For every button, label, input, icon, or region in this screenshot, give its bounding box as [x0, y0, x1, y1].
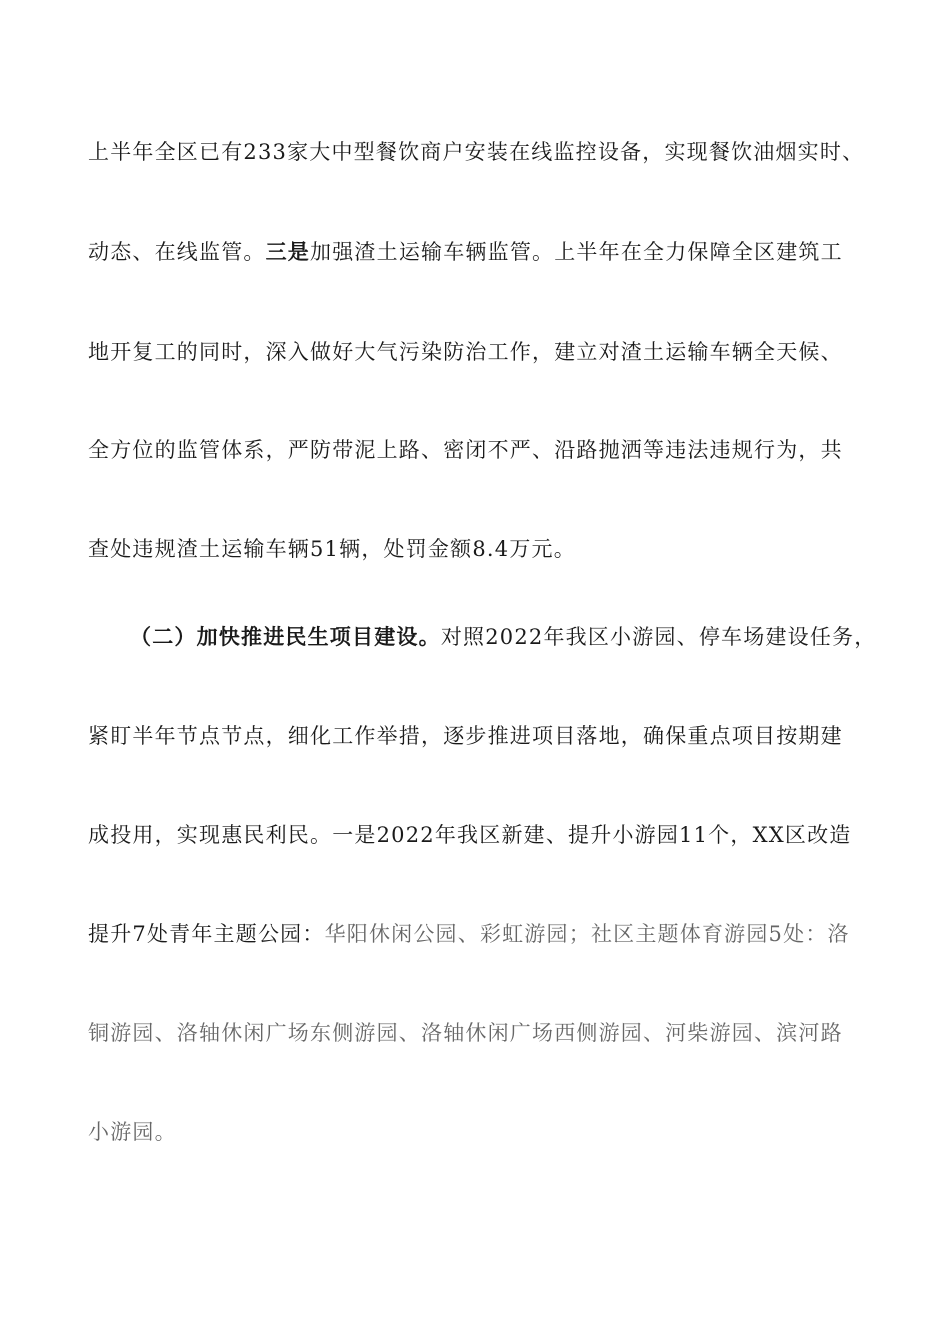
line-text: 上半年全区已有233家大中型餐饮商户安装在线监控设备，实现餐饮油烟实时、 [88, 140, 865, 164]
section-heading: （二）加快推进民生项目建设。 [130, 624, 441, 649]
paragraph-line [88, 1116, 868, 1148]
line-text: 查处违规渣土运输车辆51辆，处罚金额8.4万元。 [88, 537, 576, 561]
line-text: 地开复工的同时，深入做好大气污染防治工作，建立对渣土运输车辆全天候、 [88, 340, 843, 364]
line-text: 紧盯半年节点节点，细化工作举措，逐步推进项目落地，确保重点项目按期建 [88, 724, 843, 748]
paragraph-line [88, 720, 868, 752]
bold-text: 三是 [265, 239, 311, 264]
paragraph-line [88, 434, 868, 466]
gray-text: 铜游园、洛轴休闲广场东侧游园、洛轴休闲广场西侧游园、河柴游园、滨河路 [88, 1021, 843, 1045]
gray-text: 华阳休闲公园、彩虹游园；社区主题体育游园5处：洛 [324, 922, 850, 946]
line-text: 全方位的监管体系，严防带泥上路、密闭不严、沿路抛洒等违法违规行为，共 [88, 438, 843, 462]
paragraph-line [88, 1017, 868, 1049]
line-text: 加强渣土运输车辆监管。上半年在全力保障全区建筑工 [310, 240, 843, 264]
paragraph-line [88, 918, 868, 950]
paragraph-line [88, 819, 868, 851]
section-heading-line [130, 621, 877, 653]
line-text: 提升7处青年主题公园： [88, 922, 325, 946]
paragraph-line [88, 336, 868, 368]
line-text: 成投用，实现惠民利民。一是2022年我区新建、提升小游园11个，XX区改造 [88, 823, 852, 847]
line-text: 动态、在线监管。 [88, 240, 266, 264]
paragraph-line [88, 533, 868, 565]
gray-text: 小游园。 [88, 1120, 177, 1144]
paragraph-line [88, 236, 868, 268]
paragraph-line [88, 136, 868, 168]
line-text: 对照2022年我区小游园、停车场建设任务， [440, 625, 877, 649]
